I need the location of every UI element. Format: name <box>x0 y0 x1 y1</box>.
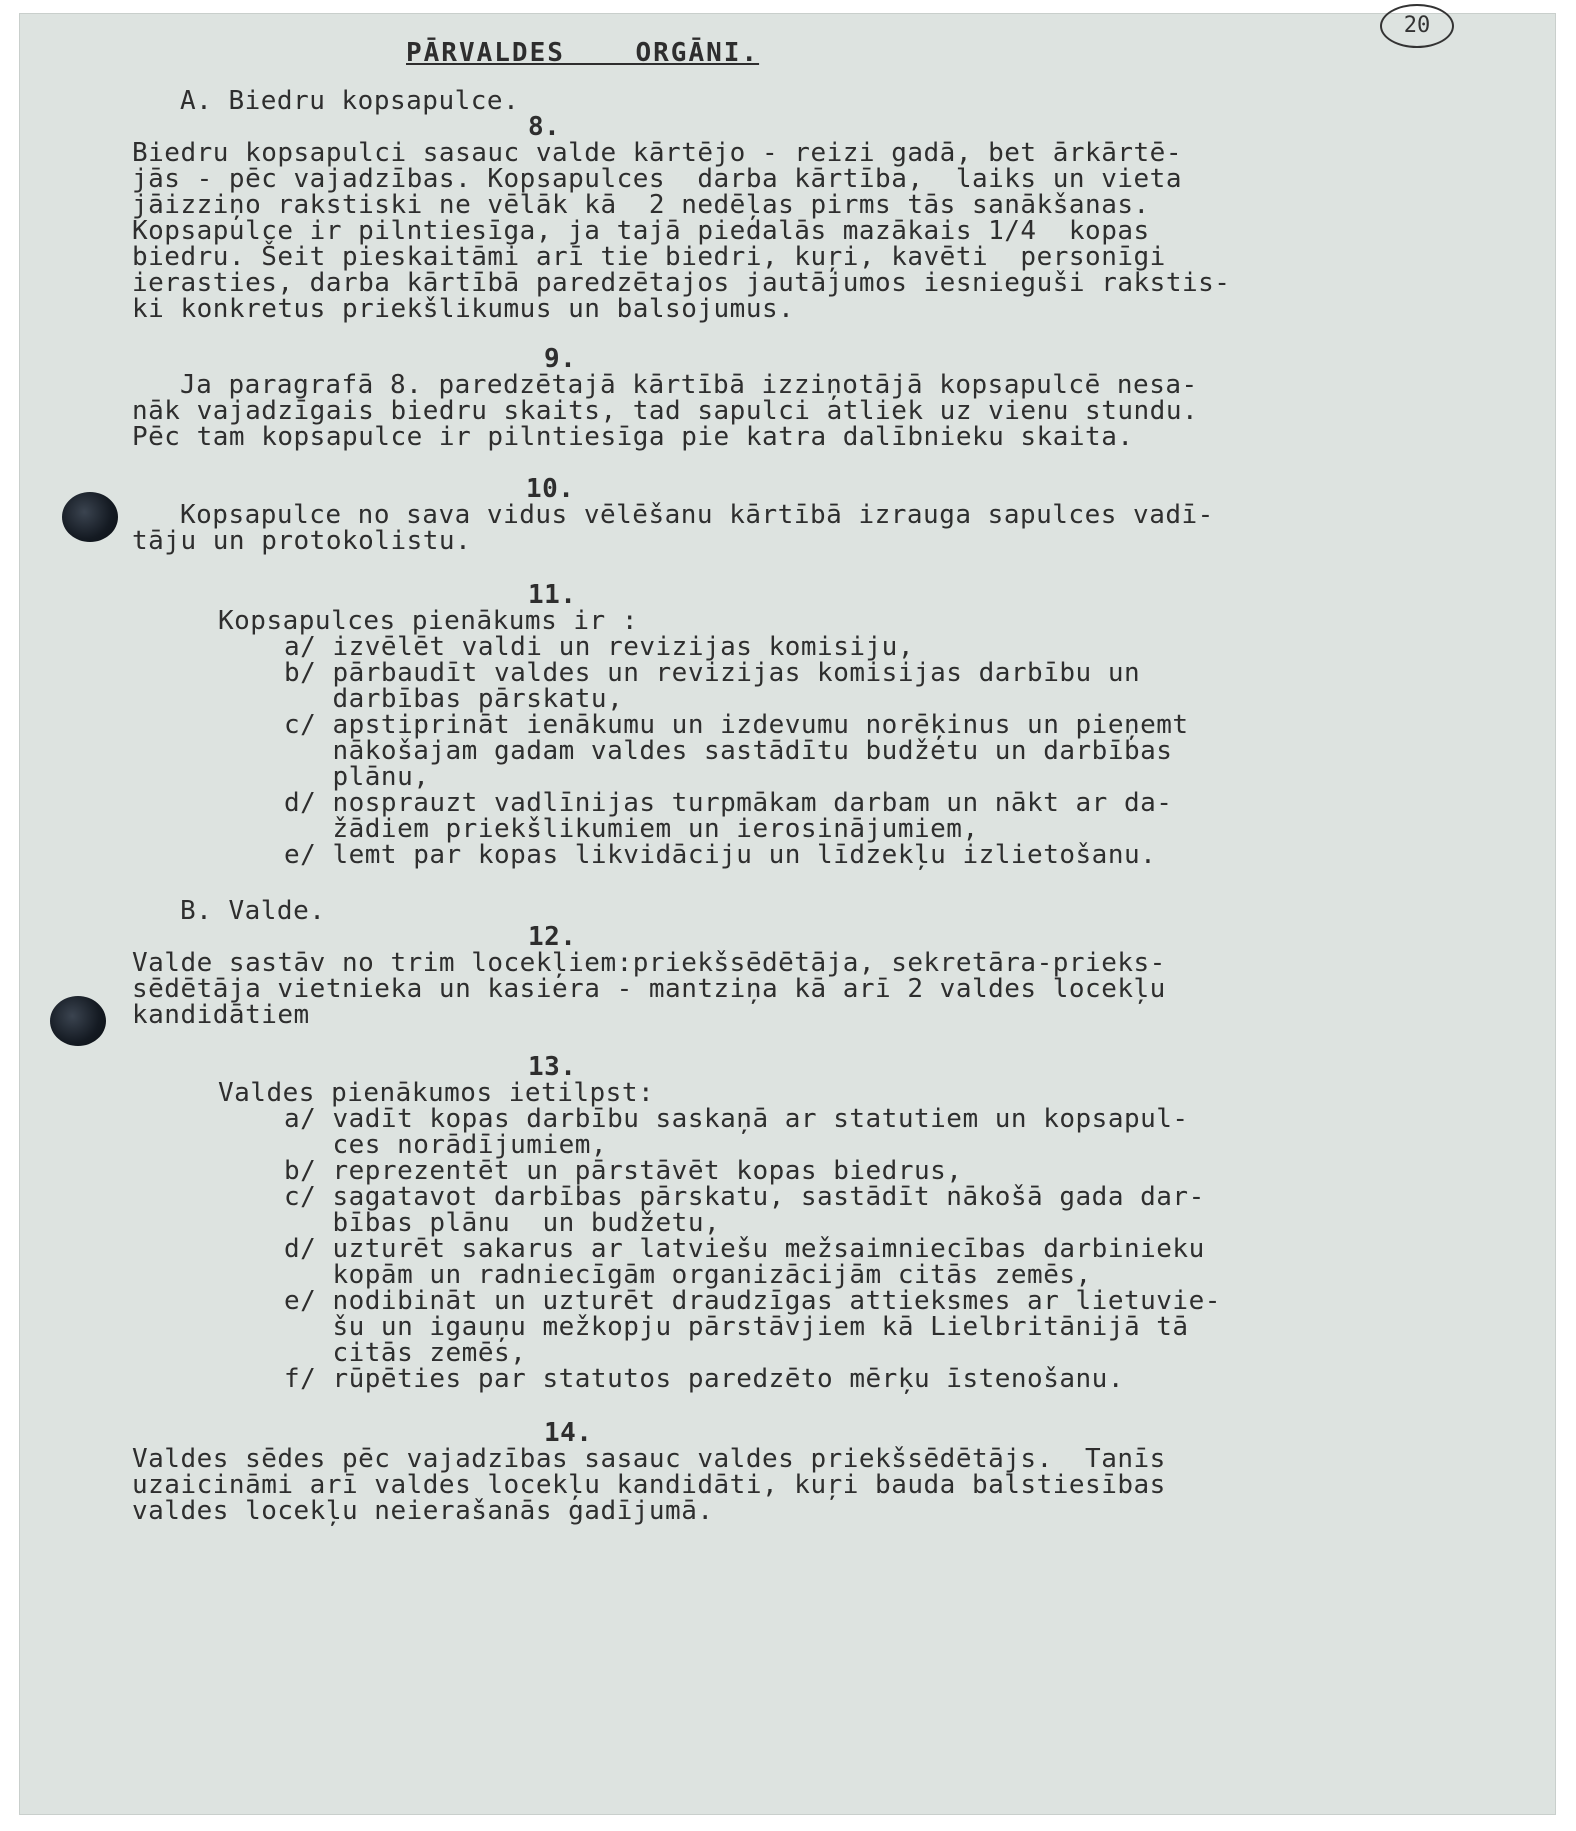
paragraph-13-item: a/ vadīt kopas darbību saskaņā ar statutiem un kopsapul- <box>284 1104 1189 1134</box>
paragraph-13-item: d/ uzturēt sakarus ar latviešu mežsaimniecības darbinieku <box>284 1234 1205 1264</box>
paragraph-13-item: bības plānu un budžetu, <box>284 1208 721 1238</box>
paragraph-11-item: c/ apstiprināt ienākumu un izdevumu norēķinus un pieņemt <box>284 710 1189 740</box>
paragraph-13-item: citās zemēs, <box>284 1338 527 1368</box>
paragraph-13-item: šu un igauņu mežkopju pārstāvjiem kā Lielbritānijā tā <box>284 1312 1189 1342</box>
paragraph-8-line: biedru. Šeit pieskaitāmi arī tie biedri, kuŗi, kavēti personīgi <box>132 242 1166 272</box>
paragraph-12-line: sēdētāja vietnieka un kasiera - mantziņa kā arī 2 valdes locekļu <box>132 974 1166 1004</box>
paragraph-8-line: ierasties, darba kārtībā paredzētajos jautājumos iesnieguši rakstis- <box>132 268 1231 298</box>
paragraph-14-line: Valdes sēdes pēc vajadzības sasauc valdes priekšsēdētājs. Tanīs <box>132 1444 1166 1474</box>
paragraph-8-line: jās - pēc vajadzības. Kopsapulces darba kārtība, laiks un vieta <box>132 164 1182 194</box>
paragraph-13-item: ces norādījumiem, <box>284 1130 608 1160</box>
paragraph-13-item: kopām un radniecīgām organizācijām citās zemēs, <box>284 1260 1092 1290</box>
paragraph-14-line: valdes locekļu neierašanās gadījumā. <box>132 1496 714 1526</box>
paragraph-11-item: plānu, <box>284 762 430 792</box>
section-a-heading: A. Biedru kopsapulce. <box>180 86 520 116</box>
paragraph-14-number: 14. <box>544 1418 593 1448</box>
paragraph-8-line: ki konkretus priekšlikumus un balsojumus. <box>132 294 795 324</box>
paragraph-12-line: Valde sastāv no trim locekļiem:priekšsēdētāja, sekretāra-prieks- <box>132 948 1166 978</box>
paragraph-8-line: Kopsapulce ir pilntiesīga, ja tajā piedalās mazākais 1/4 kopas <box>132 216 1150 246</box>
paragraph-11-intro: Kopsapulces pienākums ir : <box>218 606 638 636</box>
paragraph-10-line: Kopsapulce no sava vidus vēlēšanu kārtībā izrauga sapulces vadī- <box>180 500 1214 530</box>
paragraph-13-intro: Valdes pienākumos ietilpst: <box>218 1078 655 1108</box>
paragraph-9-line: nāk vajadzīgais biedru skaits, tad sapulci atliek uz vienu stundu. <box>132 396 1199 426</box>
paragraph-8-line: Biedru kopsapulci sasauc valde kārtējo - reizi gadā, bet ārkārtē- <box>132 138 1182 168</box>
paragraph-11-item: žādiem priekšlikumiem un ierosinājumiem, <box>284 814 979 844</box>
paragraph-11-item: d/ nosprauzt vadlīnijas turpmākam darbam un nākt ar da- <box>284 788 1173 818</box>
paragraph-13-item: b/ reprezentēt un pārstāvēt kopas biedrus, <box>284 1156 963 1186</box>
paragraph-13-number: 13. <box>528 1052 577 1082</box>
paragraph-10-number: 10. <box>526 474 575 504</box>
corner-page-mark: 20 <box>1380 4 1454 48</box>
document-page <box>20 14 1555 1814</box>
paragraph-13-item: f/ rūpēties par statutos paredzēto mērķu īstenošanu. <box>284 1364 1124 1394</box>
paragraph-11-item: a/ izvēlēt valdi un revizijas komisiju, <box>284 632 914 662</box>
paragraph-12-line: kandidātiem <box>132 1000 310 1030</box>
typed-text <box>20 14 1555 1814</box>
paragraph-8-line: jāizziņo rakstiski ne vēlāk kā 2 nedēļas pirms tās sanākšanas. <box>132 190 1150 220</box>
paragraph-11-item: nākošajam gadam valdes sastādītu budžetu un darbības <box>284 736 1173 766</box>
paragraph-14-line: uzaicināmi arī valdes locekļu kandidāti, kuŗi bauda balstiesības <box>132 1470 1166 1500</box>
paragraph-9-line: Pēc tam kopsapulce ir pilntiesīga pie katra dalībnieku skaita. <box>132 422 1134 452</box>
section-b-heading: B. Valde. <box>180 896 326 926</box>
paragraph-11-item: darbības pārskatu, <box>284 684 624 714</box>
paragraph-10-line: tāju un protokolistu. <box>132 526 472 556</box>
paragraph-9-line: Ja paragrafā 8. paredzētajā kārtībā izziņotājā kopsapulcē nesa- <box>180 370 1198 400</box>
paragraph-11-item: b/ pārbaudīt valdes un revizijas komisijas darbību un <box>284 658 1141 688</box>
paragraph-8-number: 8. <box>528 112 561 142</box>
paragraph-13-item: e/ nodibināt un uzturēt draudzīgas attieksmes ar lietuvie- <box>284 1286 1221 1316</box>
paragraph-9-number: 9. <box>544 344 577 374</box>
paragraph-11-item: e/ lemt par kopas likvidāciju un līdzekļu izlietošanu. <box>284 840 1157 870</box>
paragraph-13-item: c/ sagatavot darbības pārskatu, sastādīt nākošā gada dar- <box>284 1182 1205 1212</box>
paragraph-12-number: 12. <box>528 922 577 952</box>
paragraph-11-number: 11. <box>528 580 577 610</box>
page-title: PĀRVALDES ORGĀNI. <box>406 38 760 68</box>
